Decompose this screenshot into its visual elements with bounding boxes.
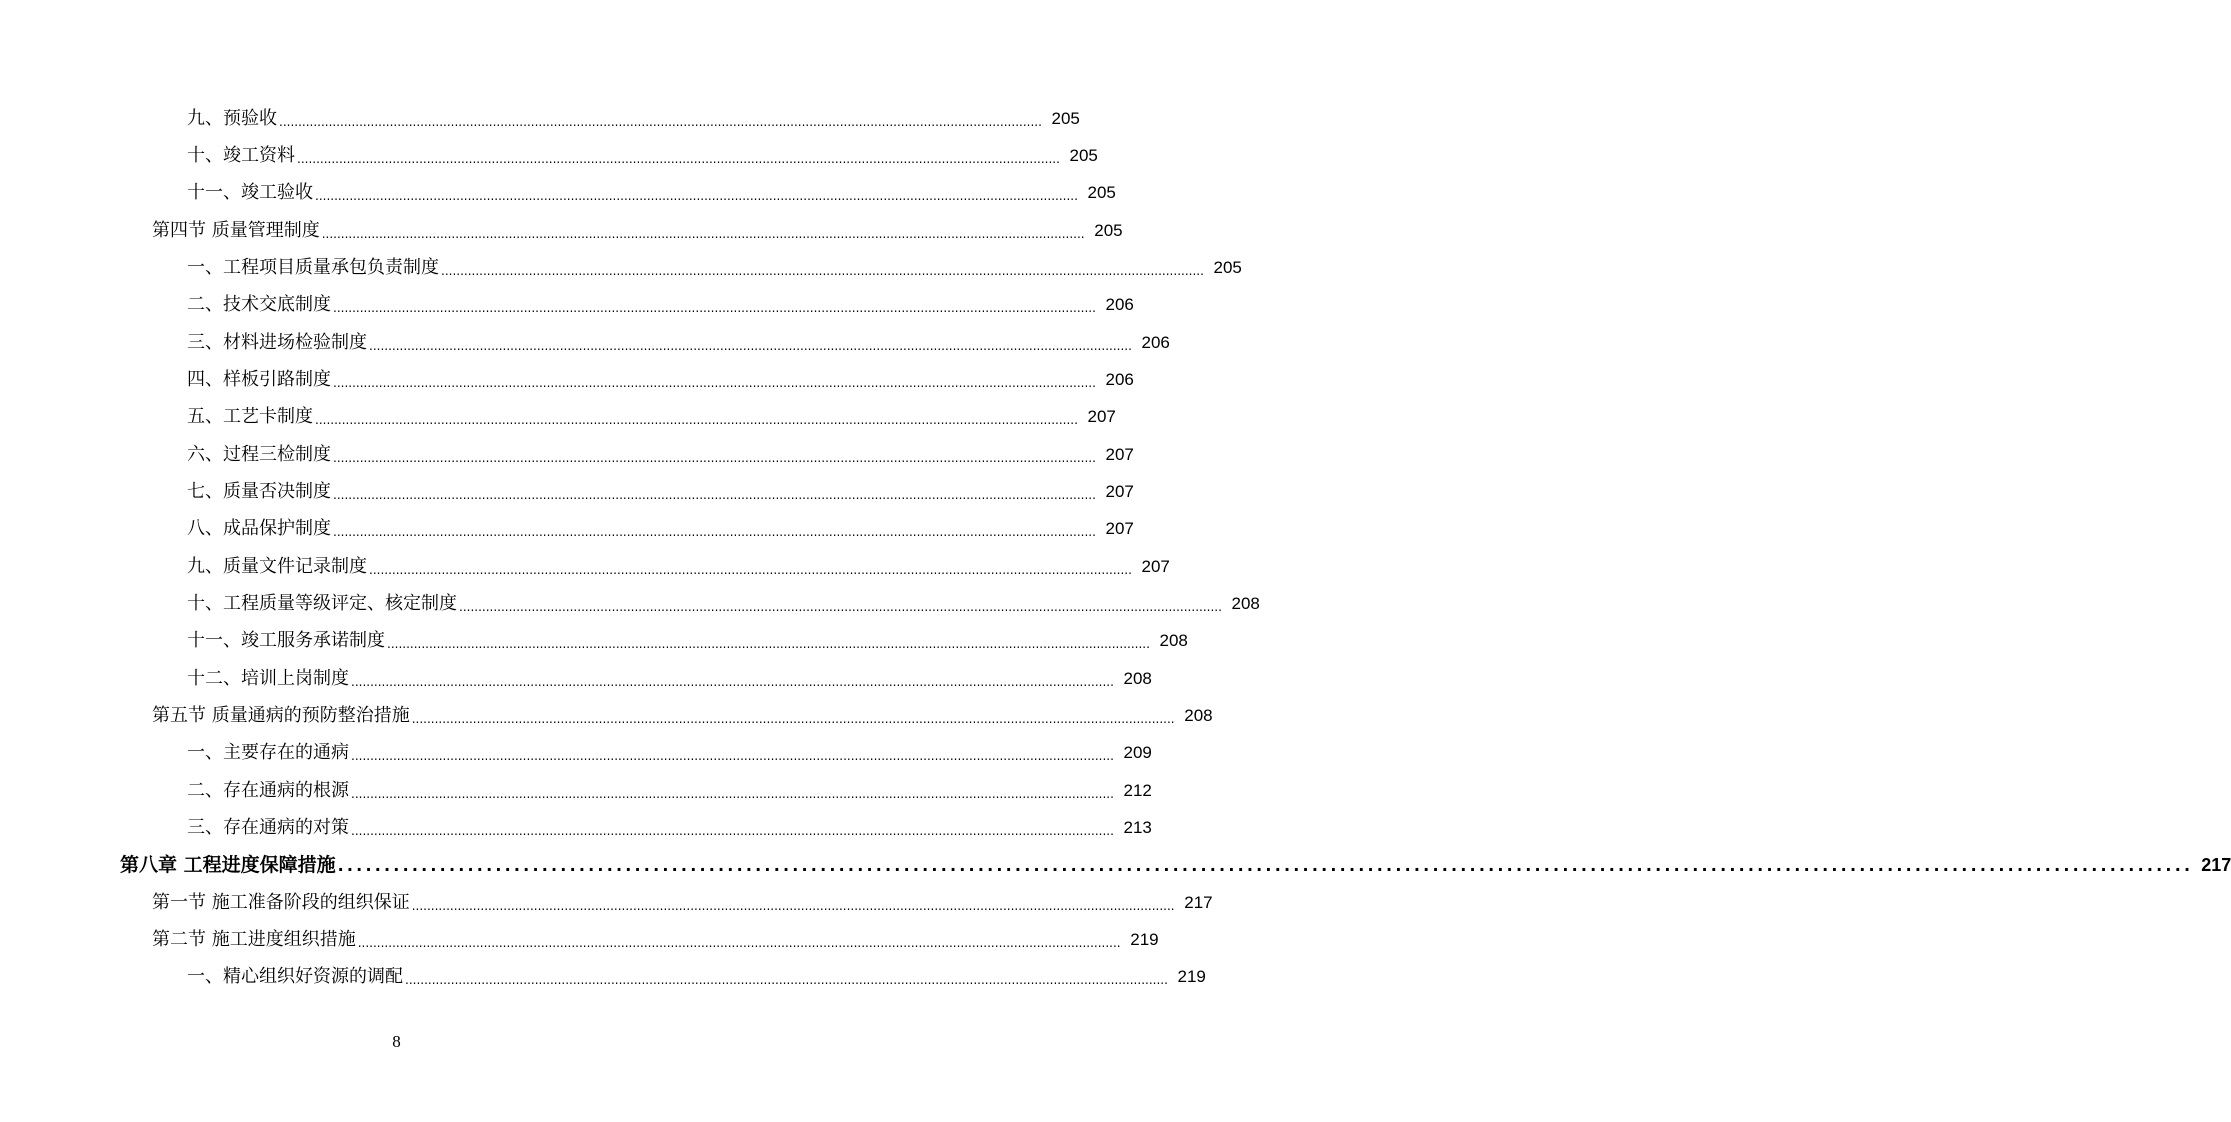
toc-entry-section[interactable] [0,212,1123,249]
toc-entry-title: 四、样板引路制度 [187,368,331,390]
toc-entry-title: 第二节 施工进度组织措施 [152,928,356,950]
toc-entry-page: 213 [1123,817,1152,837]
toc-entry-item[interactable] [0,100,1080,137]
toc-entry-section[interactable] [0,884,1213,921]
toc-entry-title: 十一、竣工服务承诺制度 [187,630,385,652]
toc-entry-title: 一、工程项目质量承包负责制度 [187,256,439,278]
toc-entry-title: 六、过程三检制度 [187,443,331,465]
toc-entry-page: 208 [1159,631,1188,651]
toc-entry-title: 十二、培训上岗制度 [187,667,349,689]
toc-entry-title: 十、竣工资料 [187,144,295,166]
toc-entry-item[interactable] [0,175,1116,212]
toc-dot-leader: ........................................................................................................................................................................................................ [297,151,1060,166]
toc-entry-item[interactable] [0,287,1134,324]
toc-entry-title: 第五节 质量通病的预防整治措施 [152,704,410,726]
toc-dot-leader: ........................................................................................................................................................................................................ [333,525,1096,540]
toc-entry-item[interactable] [0,585,1260,622]
toc-entry-section[interactable] [0,921,1159,958]
toc-entry-page: 207 [1105,519,1134,539]
toc-entry-page: 205 [1087,183,1116,203]
toc-entry-page: 206 [1105,369,1134,389]
toc-entry-page: 208 [1123,668,1152,688]
toc-entry-page: 207 [1087,407,1116,427]
toc-entry-item[interactable] [0,436,1134,473]
toc-entry-page: 207 [1105,444,1134,464]
toc-entry-title: 一、主要存在的通病 [187,742,349,764]
toc-dot-leader: ........................................................................................................................................................................................................ [351,823,1114,838]
toc-entry-page: 217 [2201,855,2231,876]
toc-entry-item[interactable] [0,473,1134,510]
toc-entry-title: 二、技术交底制度 [187,294,331,316]
toc-entry-page: 205 [1069,145,1098,165]
toc-dot-leader: ........................................................................................................................................................................................................ [411,711,1175,726]
toc-dot-leader: ........................................................................................................................................................................................................ [279,114,1042,129]
toc-entry-title: 第八章 工程进度保障措施 [120,854,336,877]
toc-entry-title: 三、存在通病的对策 [187,816,349,838]
toc-entry-title: 第一节 施工准备阶段的组织保证 [152,891,410,913]
toc-entry-title: 二、存在通病的根源 [187,779,349,801]
table-of-contents [0,100,2231,996]
toc-entry-item[interactable] [0,137,1098,174]
toc-dot-leader: ........................................................................................................................................................................................................ [369,338,1132,353]
toc-dot-leader: ........................................................................................................................................................................................................ [337,856,2194,876]
toc-entry-page: 208 [1231,593,1260,613]
toc-entry-page: 219 [1177,967,1206,987]
toc-entry-item[interactable] [0,361,1134,398]
toc-entry-page: 217 [1184,892,1213,912]
toc-dot-leader: ........................................................................................................................................................................................................ [321,226,1085,241]
toc-entry-page: 205 [1094,220,1123,240]
toc-entry-title: 一、精心组织好资源的调配 [187,966,403,988]
toc-entry-title: 八、成品保护制度 [187,518,331,540]
toc-entry-item[interactable] [0,511,1134,548]
toc-dot-leader: ........................................................................................................................................................................................................ [315,189,1078,204]
toc-entry-item[interactable] [0,399,1116,436]
toc-entry-page: 212 [1123,780,1152,800]
toc-entry-title: 第四节 质量管理制度 [152,219,320,241]
toc-entry-title: 三、材料进场检验制度 [187,331,367,353]
toc-entry-page: 206 [1105,295,1134,315]
toc-entry-title: 七、质量否决制度 [187,480,331,502]
toc-dot-leader: ........................................................................................................................................................................................................ [333,301,1096,316]
toc-entry-chapter[interactable] [0,847,2231,884]
toc-entry-section[interactable] [0,697,1213,734]
toc-dot-leader: ........................................................................................................................................................................................................ [357,935,1121,950]
toc-dot-leader: ........................................................................................................................................................................................................ [333,450,1096,465]
toc-dot-leader: ........................................................................................................................................................................................................ [351,749,1114,764]
toc-entry-item[interactable] [0,735,1152,772]
toc-dot-leader: ........................................................................................................................................................................................................ [405,973,1168,988]
toc-entry-page: 219 [1130,929,1159,949]
toc-entry-item[interactable] [0,548,1170,585]
toc-dot-leader: ........................................................................................................................................................................................................ [441,263,1204,278]
toc-entry-page: 207 [1141,556,1170,576]
toc-entry-item[interactable] [0,249,1242,286]
toc-dot-leader: ........................................................................................................................................................................................................ [411,898,1175,913]
toc-dot-leader: ........................................................................................................................................................................................................ [351,786,1114,801]
toc-entry-title: 九、预验收 [187,107,277,129]
toc-dot-leader: ........................................................................................................................................................................................................ [459,599,1222,614]
toc-dot-leader: ........................................................................................................................................................................................................ [315,413,1078,428]
toc-entry-title: 十、工程质量等级评定、核定制度 [187,592,457,614]
toc-entry-item[interactable] [0,809,1152,846]
toc-entry-page: 209 [1123,743,1152,763]
toc-entry-page: 205 [1213,257,1242,277]
toc-entry-item[interactable] [0,959,1206,996]
toc-entry-item[interactable] [0,324,1170,361]
toc-entry-page: 205 [1051,108,1080,128]
toc-entry-item[interactable] [0,660,1152,697]
toc-dot-leader: ........................................................................................................................................................................................................ [333,375,1096,390]
page-number: 8 [392,1032,401,1051]
toc-entry-page: 207 [1105,481,1134,501]
toc-dot-leader: ........................................................................................................................................................................................................ [369,562,1132,577]
toc-dot-leader: ........................................................................................................................................................................................................ [387,637,1150,652]
toc-entry-page: 208 [1184,705,1213,725]
toc-entry-page: 206 [1141,332,1170,352]
toc-dot-leader: ........................................................................................................................................................................................................ [351,674,1114,689]
toc-entry-title: 五、工艺卡制度 [187,406,313,428]
toc-dot-leader: ........................................................................................................................................................................................................ [333,487,1096,502]
toc-entry-item[interactable] [0,623,1188,660]
toc-entry-item[interactable] [0,772,1152,809]
toc-entry-title: 十一、竣工验收 [187,182,313,204]
toc-entry-title: 九、质量文件记录制度 [187,555,367,577]
